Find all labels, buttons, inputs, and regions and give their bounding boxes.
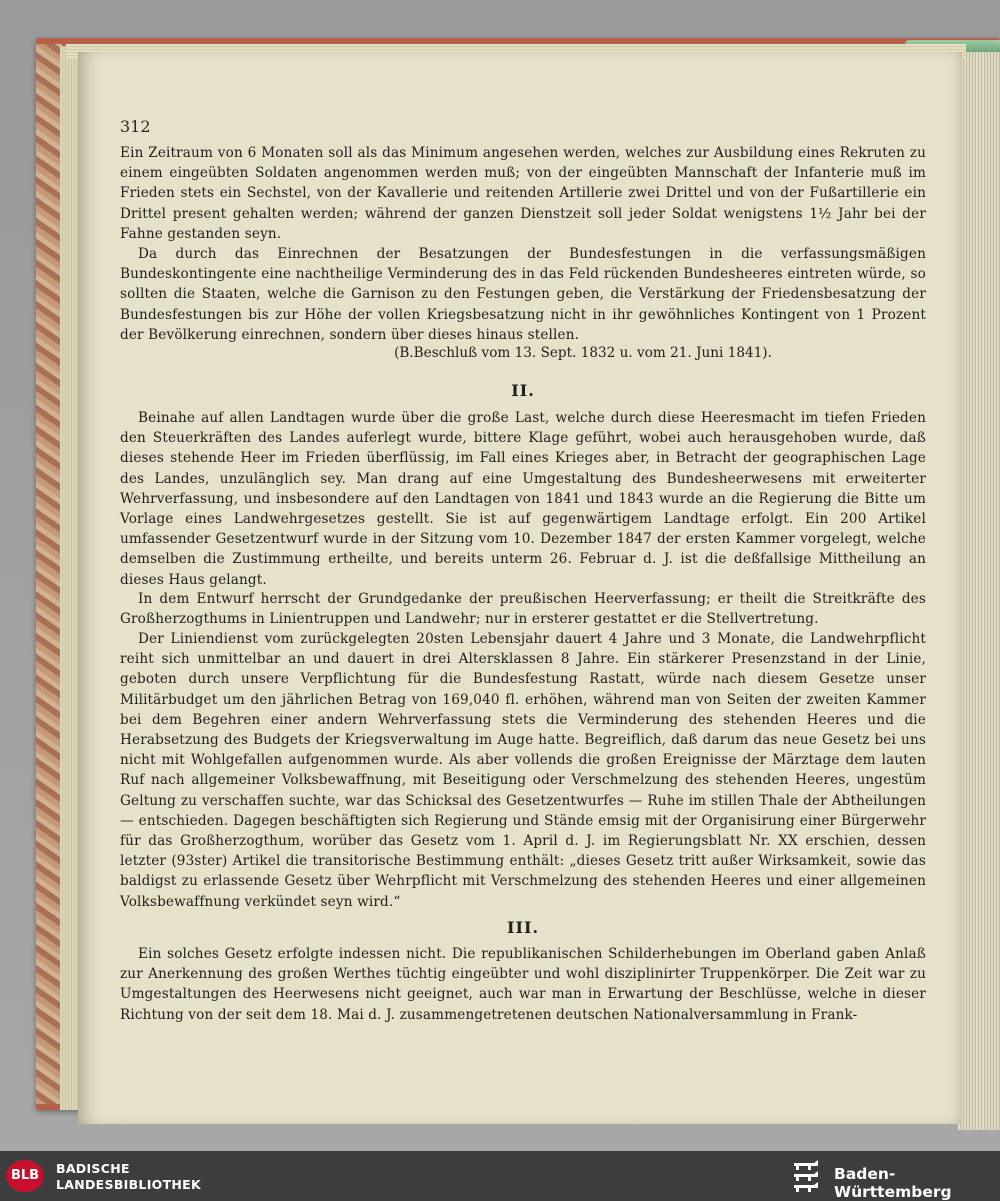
paragraph: Ein solches Gesetz erfolgte indessen nicht. Die republikanischen Schilderhebungen im Oberland gaben Anlaß zur Anerkennung des großen Werthes tüchtig eingeübter und wohl disziplinirter Truppenkörper. Die Zeit war zu Umgestaltungen des Heerwesens nicht geeignet, auch war man in Erwartung der Beschlüsse, welche in dieser Richtung von der seit dem 18. Mai d. J. zusammengetretenen deutschen Nationalversammlung in Frank-: [120, 946, 926, 1023]
library-name: [56, 1161, 201, 1193]
paragraph: Beinahe auf allen Landtagen wurde über die große Last, welche durch diese Heeresmacht im tiefen Frieden den Steuerkräften des Landes auferlegt wurde, bittere Klage geführt, wobei auch herausgehoben wurde, daß dieses stehende Heer im Frieden überflüssig, im Fall eines Krieges aber, in Betracht der geographischen Lage des Landes, unzulänglich sey. Man drang auf eine Umgestaltung des Bundesheerwesens mit erweiterter Wehrverfassung, und insbesondere auf den Landtagen von 1841 und 1843 wurde an die Regierung die Bitte um Vorlage eines Landwehrgesetzes gestellt. Sie ist auf gegenwärtigem Landtage erfolgt. Ein 200 Artikel umfassender Gesetzentwurf wurde in der Sitzung vom 10. Dezember 1847 der ersten Kammer vorgelegt, welche demselben die Zustimmung ertheilte, und bereits unterm 26. Februar d. J. ist die deßfallsige Mittheilung an dieses Haus gelangt.: [120, 410, 926, 588]
library-name-line1: BADISCHE: [56, 1161, 130, 1176]
library-name-line2: LANDESBIBLIOTHEK: [56, 1177, 201, 1192]
section-heading-iii: III.: [506, 918, 540, 937]
section-heading-ii: II.: [511, 381, 535, 400]
paragraph: Da durch das Einrechnen der Besatzungen der Bundesfestungen in die verfassungsmäßigen Bundeskontingente eine nachtheilige Verminderung des in das Feld rückenden Bundesheeres eintreten würde, so sollten die Staaten, welche die Garnison zu den Festungen geben, die Verstärkung der Friedensbesatzung der Bundesfestungen bis zur Höhe der vollen Kriegsbesatzung nicht in ihr gewöhnliches Kontingent von 1 Prozent der Bevölkerung einrechnen, sondern über dieses hinaus stellen.: [120, 246, 926, 343]
baden-wuerttemberg-lions-icon[interactable]: [790, 1157, 824, 1195]
marbled-cover-edge: [36, 44, 62, 1104]
paragraph: Ein Zeitraum von 6 Monaten soll als das Minimum angesehen werden, welches zur Ausbildung eines Rekruten zu einem eingeübten Soldaten angenommen werden muß; von der eingeübten Mannschaft der Infanterie muß im Frieden stets ein Sechstel, von der Kavallerie und reitenden Artillerie zwei Drittel und von der Fußartillerie ein Drittel present gehalten werden; während der ganzen Dienstzeit soll jeder Soldat wenigstens 1½ Jahr bei der Fahne gestanden seyn.: [120, 145, 926, 242]
blb-logo[interactable]: BLB: [6, 1160, 44, 1192]
state-name: Baden-Württemberg: [834, 1165, 952, 1201]
page-number: 312: [120, 117, 151, 136]
left-page-stack: [60, 46, 78, 1110]
paragraph: Der Liniendienst vom zurückgelegten 20sten Lebensjahr dauert 4 Jahre und 3 Monate, die Landwehrpflicht reiht sich unmittelbar an und dauert in drei Altersklassen 8 Jahre. Ein stärkerer Presenzstand in der Linie, geboten durch unsere Verpflichtung für die Bundesfestung Rastatt, würde nach diesem Gesetze unser Militärbudget um den jährlichen Betrag von 169,040 fl. erhöhen, während man von Seiten der zweiten Kammer bei dem Begehren einer andern Wehrverfassung stets die Verminderung des stehenden Heeres und die Herabsetzung des Budgets der Kriegsverwaltung im Auge hatte. Begreiflich, daß darum das neue Gesetz bei uns nicht mit Wohlgefallen aufgenommen wurde. Als aber vollends die großen Ereignisse der Märztage dem lauten Ruf nach allgemeiner Volksbewaffnung, mit Beseitigung oder Verschmelzung des stehenden Heeres, ungestüm Geltung zu verschaffen suchte, war das Schicksal des Gesetzentwurfes — Ruhe im stillen Thale der Abtheilungen — entschieden. Dagegen beschäftigten sich Regierung und Stände emsig mit der Organisirung einer Bürgerwehr für das Großherzogthum, worüber das Gesetz vom 1. April d. J. im Regierungsblatt Nr. XX erschien, dessen letzter (93ster) Artikel die transitorische Bestimmung enthält: „dieses Gesetz tritt außer Wirksamkeit, sowie das baldigst zu erlassende Gesetz über Wehrpflicht mit Verschmelzung des stehenden Heeres und einer allgemeinen Volksbewaffnung verkündet seyn wird.“: [120, 631, 926, 910]
right-page-edges: [958, 40, 1000, 1130]
paragraph: In dem Entwurf herrscht der Grundgedanke der preußischen Heerverfassung; er theilt die Streitkräfte des Großherzogthums in Linientruppen und Landwehr; nur in ersterer gestattet er die Stellvertretung.: [120, 591, 926, 628]
citation: (B.Beschluß vom 13. Sept. 1832 u. vom 21. Juni 1841).: [394, 345, 772, 361]
